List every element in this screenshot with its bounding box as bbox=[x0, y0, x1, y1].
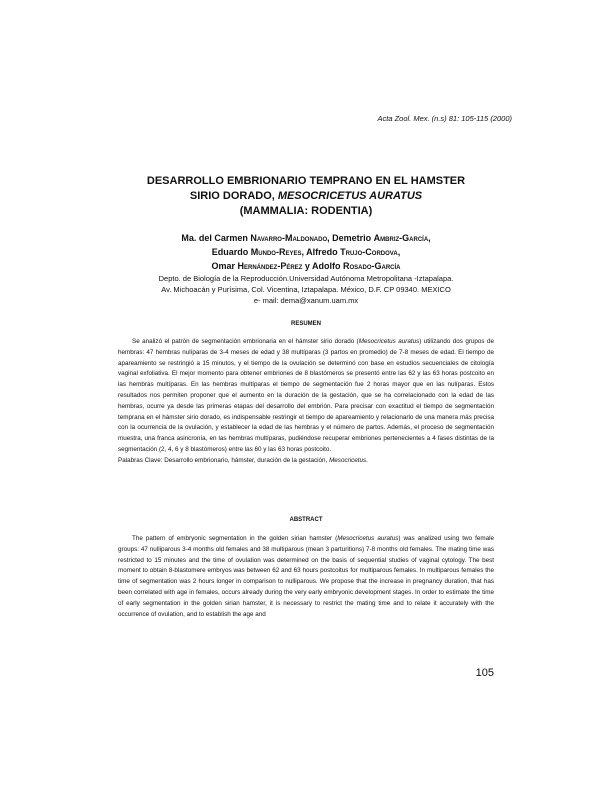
author-sep-3: y Adolfo bbox=[302, 261, 344, 271]
keywords-italic: Mesocricetus bbox=[329, 456, 367, 464]
authors-line-3 bbox=[0, 259, 612, 273]
author-4-last: Trujo-Cordova bbox=[340, 247, 398, 257]
title-line-1: DESARROLLO EMBRIONARIO TEMPRANO EN EL HAMSTER bbox=[146, 175, 466, 187]
author-sep-2: , Alfredo bbox=[301, 247, 341, 257]
abstract-body bbox=[118, 534, 494, 620]
title-line-2-prefix: SIRIO DORADO, bbox=[189, 190, 278, 202]
page-number: 105 bbox=[475, 667, 494, 679]
title-species: MESOCRICETUS AURATUS bbox=[277, 190, 423, 202]
author-1-last: Navarro-Maldonado bbox=[250, 233, 328, 243]
affiliation-line-2: Av. Michoacán y Purísima, Col. Vicentina, Iztapalapa. México, D.F. CP 09340. MEXICO bbox=[161, 285, 451, 294]
abstract-text-b: ) was analized using two female groups: 47 nulliparous 3-4 months old females and 38 multiparous (mean 3 parturitions) 7-8 months old females. The mating time was restricted to 15 minutes and the time of ovulation was determined on the basis of sequential studies of vaginal cytology. The best moment to obtain 8-blastomere embryos was between 62 and 63 hours postcoitus for multiparous females. In multiparous females the time of segmentation was 2 hours longer in comparison to nulliparous. We propose that the increase in pregnancy duration, that has been correlated with age in females, occurs already during the very early embryonic development stages. In order to estimate the time of early segmentation in the golden sirian hamster, it is necessary to restrict the mating time and to relate it accurately with the occurrence of ovulation, and to establish the age and bbox=[118, 535, 494, 618]
author-3-first: Eduardo bbox=[211, 247, 251, 257]
resumen-text-b: ) utilizando dos grupos de hembras: 47 hembras nulíparas de 3-4 meses de edad y 38 multíparas (3 partos en promedio) de 7-8 meses de edad. El tiempo de apareamiento se restringió a 15 minutos, y el tiempo de la ovulación se determinó con base en estudios secuenciales de citología vaginal exfoliativa. El mejor momento para obtener embriones de 8 blastómeros se presentó entre las 62 y las 63 horas postcoito en las hembras multíparas. En las hembras multíparas el tiempo de segmentación fue 2 horas mayor que en las nulíparas. Estos resultados nos permiten proponer que el aumento en la duración de la gestación, que se ha correlacionado con la edad de las hembras, ocurre ya desde las primeras etapas del desarrollo del embrión. Para precisar con exactitud el tiempo de segmentación temprana en el hámster sirio dorado, es indispensable restringir el tiempo de apareamiento y relacionarlo de una manera más precisa con la ocurrencia de la ovulación, y establecer la edad de las hembras y el número de partos. Además, el proceso de segmentación muestra, una franca asincronía, en las hembras multíparas, pudiéndose recuperar embriones pertenecientes a 4 fases distintas de la segmentación (2, 4, 6 y 8 blastómeros) entre las 60 y las 63 horas postcoito. bbox=[118, 338, 494, 453]
resumen-paragraph bbox=[118, 337, 494, 456]
affiliation-line-1: Depto. de Biología de la Reproducción.Universidad Autónoma Metropolitana -Iztapalapa. bbox=[158, 274, 454, 283]
author-sep-1b: , bbox=[428, 233, 431, 243]
keywords-text: Desarrollo embrionario, hámster, duración de la gestación, bbox=[162, 456, 330, 464]
author-5-first: Omar bbox=[211, 261, 238, 271]
author-3-last: Mundo-Reyes bbox=[250, 247, 302, 257]
keywords-label: Palabras Clave: bbox=[118, 456, 163, 464]
author-5-last: Hernández-Pérez bbox=[237, 261, 303, 271]
resumen-keywords bbox=[118, 456, 494, 467]
author-1-first: Ma. del Carmen bbox=[181, 233, 251, 243]
author-2-last: Ambriz-García bbox=[373, 233, 429, 243]
resumen-text-a: Se analizó el patrón de segmentación embrionaria en el hámster sirio dorado ( bbox=[132, 338, 359, 345]
resumen-body bbox=[118, 337, 494, 467]
author-6-last: Rosado-García bbox=[343, 261, 401, 271]
abstract-heading: ABSTRACT bbox=[289, 517, 323, 523]
resumen-species: Mesocricetus auratus bbox=[358, 338, 420, 345]
journal-citation: Acta Zool. Mex. (n.s) 81: 105-115 (2000) bbox=[377, 114, 512, 123]
title-line-2 bbox=[0, 189, 612, 203]
author-sep-1: , Demetrio bbox=[327, 233, 374, 243]
abstract-text-a: The pattern of embryonic segmentation in the golden sirian hamster ( bbox=[132, 535, 338, 542]
keywords-end: . bbox=[366, 456, 368, 464]
abstract-paragraph bbox=[118, 534, 494, 620]
title-line-3: (MAMMALIA: RODENTIA) bbox=[239, 205, 373, 217]
affiliation-email: e- mail: dema@xanum.uam.mx bbox=[253, 296, 359, 305]
abstract-species: Mesocricetus auratus bbox=[337, 535, 399, 542]
authors-line-2 bbox=[0, 245, 612, 259]
resumen-heading: RESUMEN bbox=[290, 321, 321, 327]
author-sep-2b: , bbox=[397, 247, 401, 257]
authors-line-1 bbox=[0, 231, 612, 245]
